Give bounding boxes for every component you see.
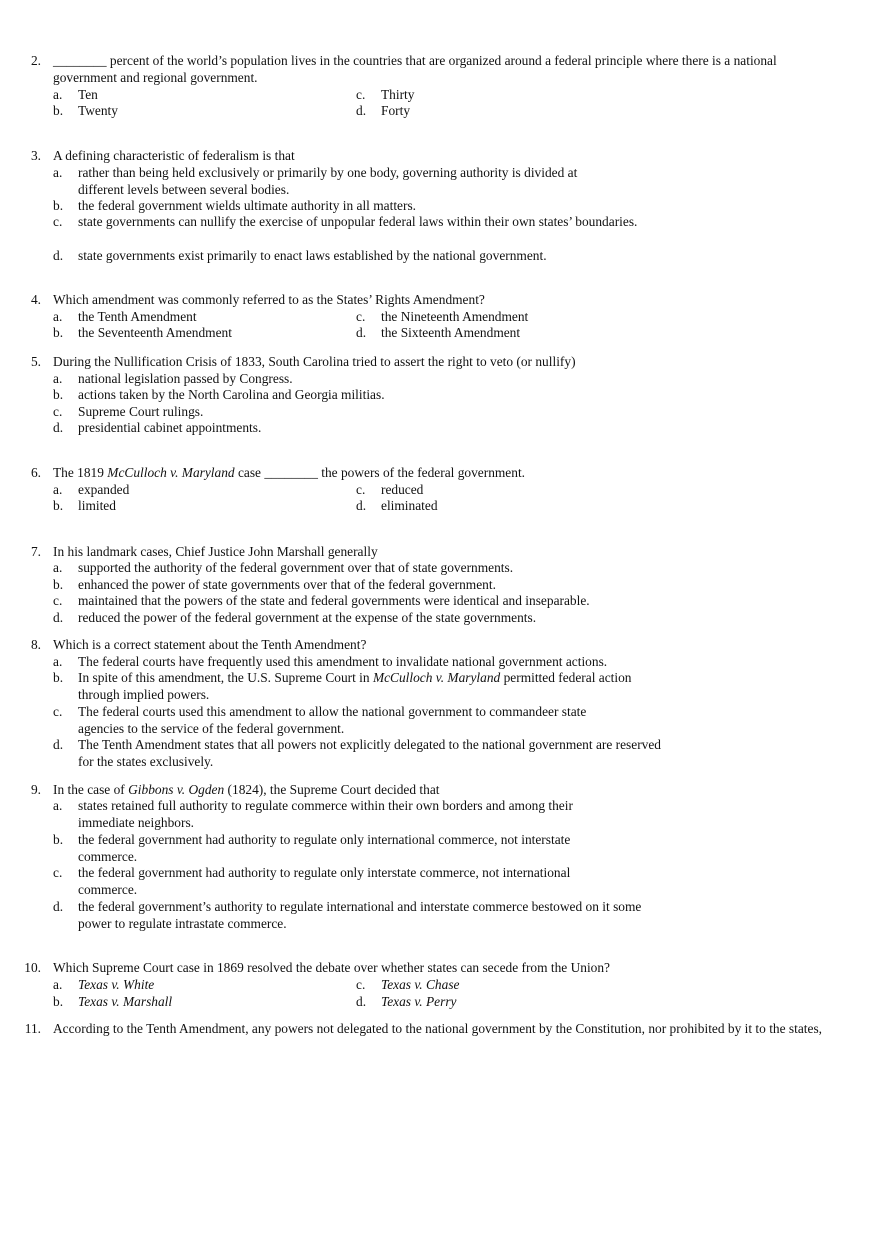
option-a: a. national legislation passed by Congress. [53,371,293,386]
option-d: d. Texas v. Perry [356,994,457,1009]
option-d: d. reduced the power of the federal government at the expense of the state governments. [53,610,537,625]
question-stem: Which amendment was commonly referred to as the States’ Rights Amendment? [53,292,485,307]
option-c: c. maintained that the powers of the state and federal governments were identical and inseparable. [53,593,590,608]
question-stem: In his landmark cases, Chief Justice John Marshall generally [53,544,378,559]
question-number: 4. [30,292,41,307]
option-b: b. actions taken by the North Carolina and Georgia militias. [53,387,385,402]
question-stem: During the Nullification Crisis of 1833, South Carolina tried to assert the right to veto (or nullify) [53,354,576,369]
question-stem: ________ percent of the world’s population lives in the countries that are organized around a federal principle where there is a national government and regional government. [53,53,777,85]
question-stem: Which is a correct statement about the Tenth Amendment? [53,637,367,652]
option-d: d. state governments exist primarily to enact laws established by the national government. [53,248,547,263]
option-a: a. supported the authority of the federal government over that of state governments. [53,560,514,575]
option-d: d. Forty [356,103,411,118]
option-d: d. The Tenth Amendment states that all powers not explicitly delegated to the national government are reserved for the states exclusively. [53,737,661,769]
option-c: c. the federal government had authority to regulate only interstate commerce, not international commerce. [53,865,571,897]
option-b: b. Twenty [53,103,118,118]
question-number: 5. [30,354,41,369]
option-b: b. enhanced the power of state governments over that of the federal government. [53,577,496,592]
option-a: a. Texas v. White [53,977,155,992]
option-b: b. the federal government wields ultimate authority in all matters. [53,198,417,213]
option-b: b. In spite of this amendment, the U.S. Supreme Court in McCulloch v. Maryland permitted federal action through implied powers. [53,670,632,702]
option-c: c. Texas v. Chase [356,977,460,992]
option-c: c. The federal courts used this amendment to allow the national government to commandeer state agencies to the service of the federal government. [53,704,587,736]
option-c: c. reduced [356,482,424,497]
option-a: a. the Tenth Amendment [53,309,197,324]
question-number: 3. [30,148,41,163]
option-a: a. The federal courts have frequently used this amendment to invalidate national government actions. [53,654,608,669]
question-number: 2. [30,53,41,68]
option-c: c. state governments can nullify the exercise of unpopular federal laws within their own states’ boundaries. [53,214,638,229]
question-number: 6. [30,465,41,480]
option-b: b. limited [53,498,116,513]
option-b: b. Texas v. Marshall [53,994,173,1009]
option-a: a. states retained full authority to regulate commerce within their own borders and among their immediate neighbors. [53,798,573,830]
option-b: b. the Seventeenth Amendment [53,325,232,340]
question-stem: Which Supreme Court case in 1869 resolved the debate over whether states can secede from the Union? [53,960,610,975]
option-d: d. presidential cabinet appointments. [53,420,262,435]
question-number: 10. [24,960,41,975]
option-d: d. eliminated [356,498,438,513]
question-number: 8. [30,637,41,652]
question-stem: In the case of Gibbons v. Ogden (1824), the Supreme Court decided that [53,782,440,797]
option-a: a. rather than being held exclusively or primarily by one body, governing authority is divided at different levels between several bodies. [53,165,578,197]
option-c: c. the Nineteenth Amendment [356,309,529,324]
option-d: d. the federal government’s authority to regulate international and interstate commerce bestowed on it some power to regulate intrastate commerce. [53,899,642,931]
option-b: b. the federal government had authority to regulate only international commerce, not interstate commerce. [53,832,571,864]
option-a: a. expanded [53,482,130,497]
question-stem: A defining characteristic of federalism is that [53,148,295,163]
question-stem: The 1819 McCulloch v. Maryland case ________ the powers of the federal government. [53,465,526,480]
option-d: d. the Sixteenth Amendment [356,325,521,340]
option-a: a. Ten [53,87,98,102]
question-number: 7. [30,544,41,559]
option-c: c. Supreme Court rulings. [53,404,204,419]
question-number: 9. [30,782,41,797]
option-c: c. Thirty [356,87,415,102]
question-stem: According to the Tenth Amendment, any powers not delegated to the national government by the Constitution, nor prohibited by it to the states, [53,1021,822,1036]
question-number: 11. [24,1021,41,1036]
